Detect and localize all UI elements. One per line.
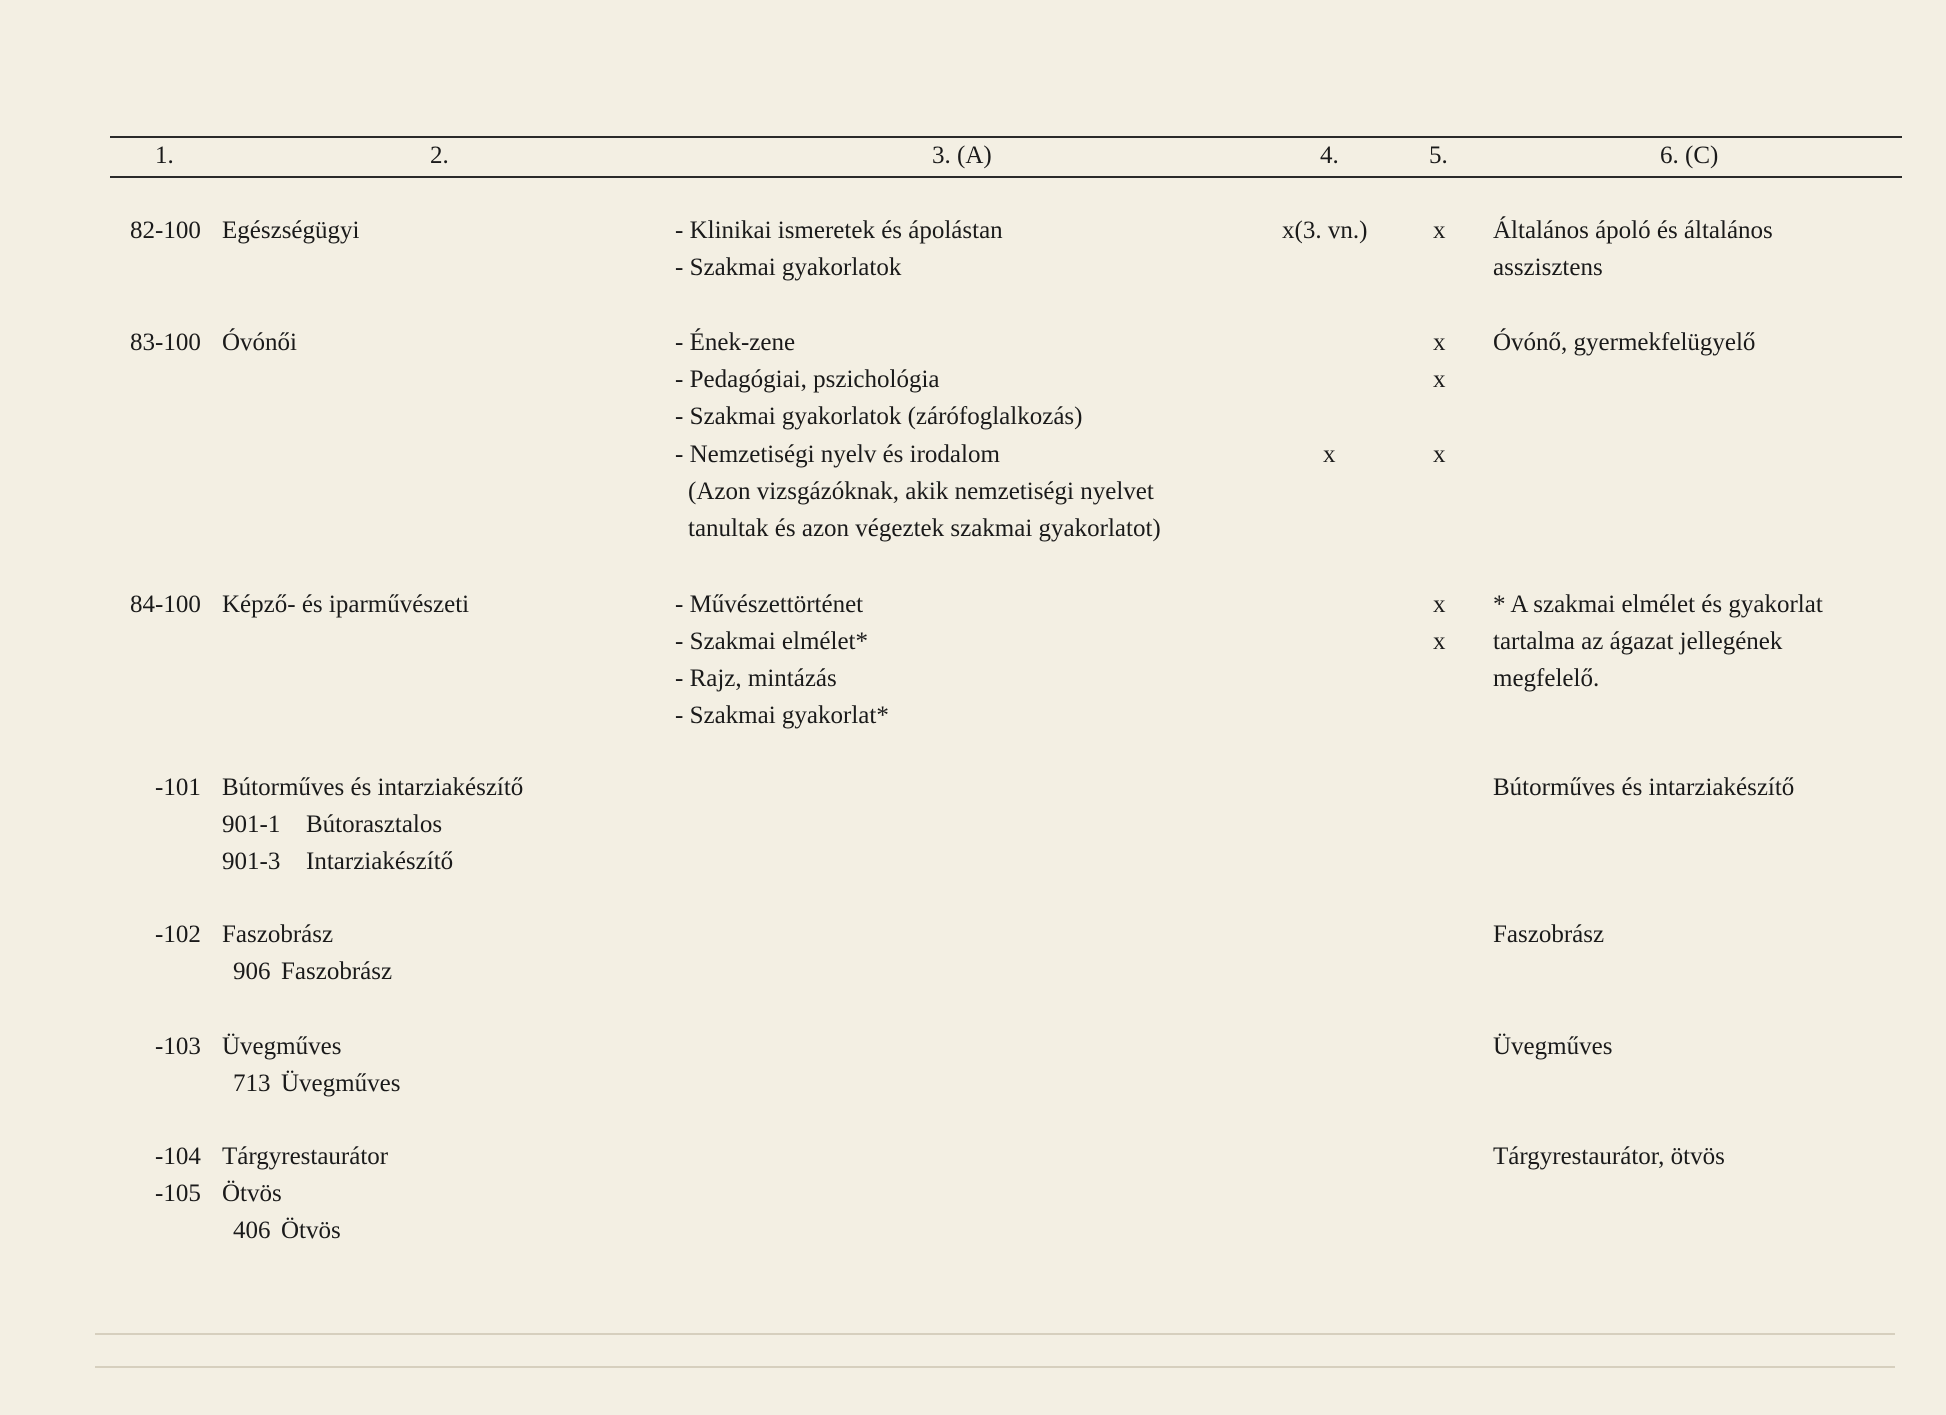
subject-item: - Szakmai elmélet*	[675, 628, 868, 655]
header-col-3: 3. (A)	[932, 142, 992, 169]
sub-code: 906	[233, 958, 271, 985]
sub-name: Faszobrász	[281, 958, 393, 985]
header-col-6: 6. (C)	[1660, 142, 1719, 169]
header-col-2: 2.	[430, 142, 449, 169]
col6-text: Általános ápoló és általános	[1493, 217, 1773, 244]
subject-item: - Pedagógiai, pszichológia	[675, 366, 940, 393]
row-code: -103	[155, 1033, 201, 1060]
header-col-1: 1.	[155, 142, 174, 169]
col6-text: asszisztens	[1493, 254, 1603, 281]
row-code: 82-100	[130, 217, 201, 244]
subject-item: - Szakmai gyakorlatok (zárófoglalkozás)	[675, 403, 1083, 430]
col5-mark: x	[1433, 366, 1446, 393]
col5-mark: x	[1433, 441, 1446, 468]
row-code: -104	[155, 1143, 201, 1170]
col5-mark: x	[1433, 591, 1446, 618]
sub-name: Bútorasztalos	[306, 811, 443, 838]
row-name: Óvónői	[222, 329, 297, 356]
row-code: -105	[155, 1180, 201, 1207]
subject-item: - Ének-zene	[675, 329, 796, 356]
header-col-5: 5.	[1429, 142, 1448, 169]
sub-code: 713	[233, 1070, 271, 1097]
row-name: Egészségügyi	[222, 217, 360, 244]
col6-text: Faszobrász	[1493, 921, 1605, 948]
subject-item: - Rajz, mintázás	[675, 665, 837, 692]
col6-text: megfelelő.	[1493, 665, 1600, 692]
row-code: -101	[155, 774, 201, 801]
row-name: Üvegműves	[222, 1033, 342, 1060]
subject-note: tanultak és azon végeztek szakmai gyakorlatot)	[688, 515, 1161, 542]
header-bottom-rule	[110, 176, 1902, 178]
row-code: 83-100	[130, 329, 201, 356]
subject-item: - Szakmai gyakorlatok	[675, 254, 902, 281]
sub-code: 406	[233, 1217, 271, 1244]
col5-mark: x	[1433, 217, 1446, 244]
subject-item: - Klinikai ismeretek és ápolástan	[675, 217, 1003, 244]
row-name: Tárgyrestaurátor	[222, 1143, 389, 1170]
row-code: 84-100	[130, 591, 201, 618]
subject-item: - Szakmai gyakorlat*	[675, 702, 889, 729]
subject-item: - Művészettörténet	[675, 591, 864, 618]
sub-code: 901-1	[222, 811, 281, 838]
row-name: Ötvös	[222, 1180, 282, 1207]
col6-text: tartalma az ágazat jellegének	[1493, 628, 1783, 655]
row-name: Képző- és iparművészeti	[222, 591, 470, 618]
header-top-rule	[110, 136, 1902, 138]
col4-mark: x	[1323, 441, 1336, 468]
sub-name: Üvegműves	[281, 1070, 401, 1097]
row-code: -102	[155, 921, 201, 948]
col6-text: Tárgyrestaurátor, ötvös	[1493, 1143, 1725, 1170]
col6-text: Bútorműves és intarziakészítő	[1493, 774, 1795, 801]
sub-name: Intarziakészítő	[306, 848, 454, 875]
col4-mark: x(3. vn.)	[1282, 217, 1368, 244]
sub-name: Ötvös	[281, 1217, 341, 1244]
bleed-through-rule	[95, 1366, 1895, 1368]
subject-item: - Nemzetiségi nyelv és irodalom	[675, 441, 1000, 468]
sub-code: 901-3	[222, 848, 281, 875]
row-name: Bútorműves és intarziakészítő	[222, 774, 524, 801]
col5-mark: x	[1433, 628, 1446, 655]
col6-text: Üvegműves	[1493, 1033, 1613, 1060]
header-col-4: 4.	[1320, 142, 1339, 169]
bleed-through-rule	[95, 1333, 1895, 1335]
subject-note: (Azon vizsgázóknak, akik nemzetiségi nyelvet	[688, 478, 1154, 505]
col6-text: Óvónő, gyermekfelügyelő	[1493, 329, 1756, 356]
col5-mark: x	[1433, 329, 1446, 356]
col6-text: * A szakmai elmélet és gyakorlat	[1493, 591, 1823, 618]
row-name: Faszobrász	[222, 921, 334, 948]
